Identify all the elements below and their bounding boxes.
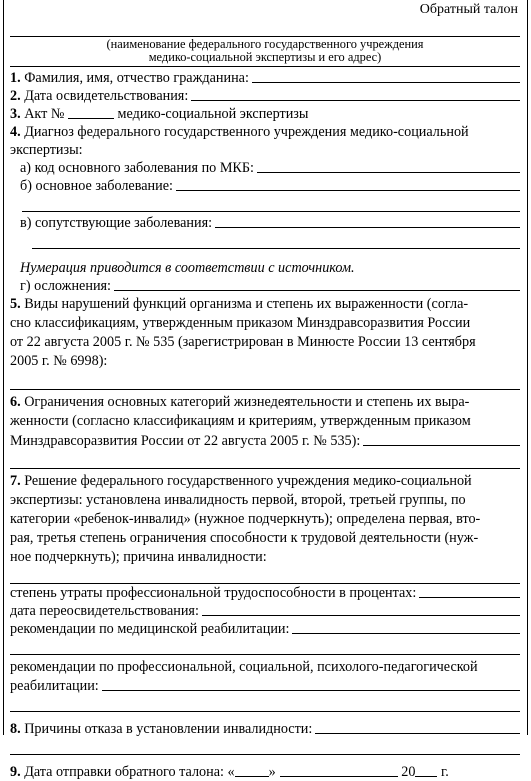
item-8: 8. Причины отказа в установлении инвалидности: [10,718,520,738]
institution-field[interactable] [10,22,520,37]
activity-limits-field[interactable] [363,445,520,446]
item-9: 9. Дата отправки обратного талона: « » 20 г. [10,764,449,780]
comorbidities-field[interactable] [215,227,520,228]
main-disease-field[interactable] [176,190,520,191]
item-4: 4. Диагноз федерального государственного учреждения медико-социальной экспертизы: а) код основного заболевания по МКБ: б) основное заболевание: в) сопутствующие заболевания: Нумерация приводится в соответствии с источником. г) осложнения: [10,123,520,295]
function-disorders-field[interactable] [10,371,520,390]
header-separator [10,66,520,67]
medical-rehab-field-2[interactable] [10,638,520,655]
form-title: Обратный талон [419,2,518,17]
item-2-label: Дата освидетельствования: [24,88,189,104]
form-content [10,0,520,781]
medical-rehab-field[interactable] [292,633,520,634]
left-border [3,0,4,735]
refusal-reasons-field-2[interactable] [10,738,520,755]
numbering-note: Нумерация приводится в соответствии с источником. [20,260,355,276]
item-6: 6. Ограничения основных категорий жизнедеятельности и степень их выра- женности (согласно классификациям и критериям, утвержденным приказом Минздравсоразвития России от 22 августа 2005 г. № 535): [10,393,520,469]
send-month-field[interactable] [280,776,398,777]
item-5: 5. Виды нарушений функций организма и степень их выраженности (согла- сно классификациям, утвержденным приказом Минздравсоразвития России от 22 августа 2005 г. № 535 (зарегистрирован в Минюсте России 13 сентября 2005 г. № 6998): [10,295,520,390]
refusal-reasons-field[interactable] [315,733,520,734]
item-7: 7. Решение федерального государственного учреждения медико-социальной экспертизы: установлена инвалидность первой, второй, третьей группы, по категории «ребенок-инвалид» (нужное подчеркнуть); определена первая, вто- рая, третья степень ограничения способности к трудовой деятельности (нуж- ное подчеркнуть); причина инвалидности: степень утраты профессиональной трудоспособности в процентах: дата переосвидетельствования: рекомендации по медицинской реабилитации: рекомендации по профессиональной, социальной, психолого-педагогической реабилитации: [10,472,520,712]
prof-rehab-field[interactable] [102,690,520,691]
send-year-field[interactable] [415,776,437,777]
main-disease-field-2[interactable] [22,195,520,212]
act-number-field[interactable] [68,118,114,119]
disability-cause-field[interactable] [10,567,520,584]
icd-code-field[interactable] [257,172,520,173]
right-border [527,0,528,735]
institution-caption: (наименование федерального государственного учреждения медико-социальной экспертизы и его адрес) [106,37,424,64]
reexam-date-field[interactable] [202,615,520,616]
item-1-label: Фамилия, имя, отчество гражданина: [24,70,249,86]
item-1: 1. Фамилия, имя, отчество гражданина: [10,69,520,87]
activity-limits-field-2[interactable] [10,450,520,469]
full-name-field[interactable] [252,82,520,83]
exam-date-field[interactable] [191,100,520,101]
comorbidities-field-2[interactable] [32,232,520,249]
send-day-field[interactable] [235,776,269,777]
prof-rehab-field-2[interactable] [10,695,520,712]
item-3: 3. Акт № медико-социальной экспертизы [10,106,309,122]
item-2: 2. Дата освидетельствования: [10,87,520,105]
work-capacity-loss-field[interactable] [419,597,520,598]
complications-field[interactable] [114,290,520,291]
